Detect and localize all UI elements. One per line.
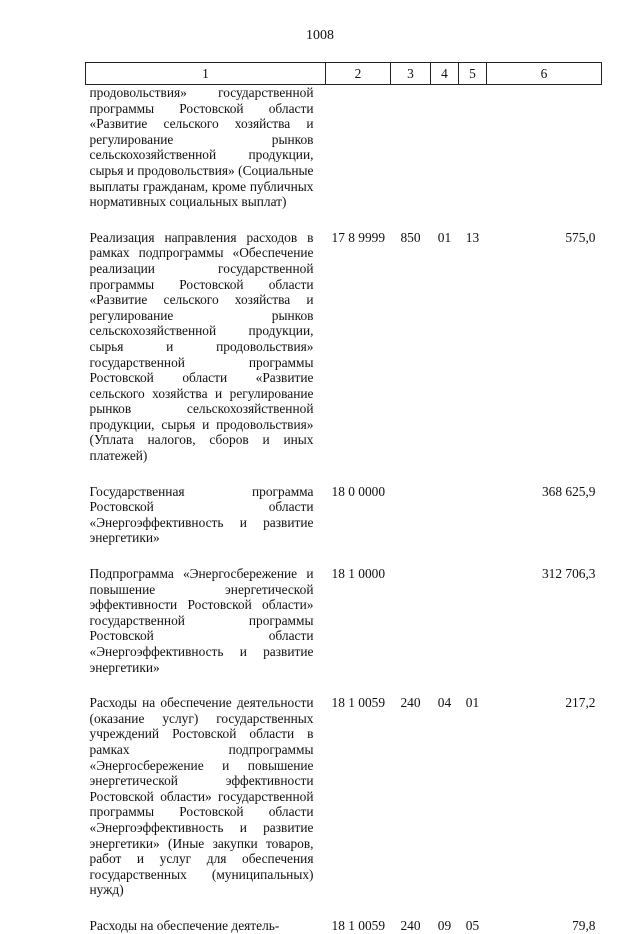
table-row	[86, 85, 602, 230]
row-name: Расходы на обеспечение деятель-	[89, 917, 280, 933]
row-rz: 09	[437, 917, 452, 933]
header-col-5: 5	[459, 63, 487, 85]
row-vr: 240	[400, 917, 421, 933]
row-name: Расходы на обеспечение деятельности (оказание услуг) государственных учреждений Ростовской области в рамках подпрограммы «Энергосбережение и повышение энергетической эффективности Ростовской области» государственной программы Ростовской области «Энергоэффективность и развитие энергетики» (Иные закупки товаров, работ и услуг для обеспечения государственных (муниципальных) нужд)	[89, 695, 314, 898]
row-code: 18 1 0059	[331, 917, 386, 933]
row-code	[326, 85, 391, 230]
header-col-3: 3	[391, 63, 431, 85]
page-number: 1008	[306, 28, 334, 43]
row-rz	[431, 85, 459, 230]
row-rz: 04	[437, 695, 452, 711]
header-col-6: 6	[487, 63, 602, 85]
row-rz: 01	[437, 229, 452, 245]
row-rz	[431, 566, 459, 695]
row-vr: 240	[400, 695, 421, 711]
table-row	[86, 566, 602, 695]
row-vr: 850	[400, 229, 421, 245]
row-code: 18 1 0000	[331, 566, 386, 582]
row-pr	[459, 566, 487, 695]
table-row	[86, 484, 602, 566]
row-sum: 312 706,3	[541, 566, 596, 582]
header-col-4: 4	[431, 63, 459, 85]
row-pr	[459, 484, 487, 566]
row-sum: 79,8	[572, 917, 596, 933]
row-sum: 368 625,9	[541, 483, 596, 499]
row-pr: 13	[465, 229, 480, 245]
header-col-2: 2	[326, 63, 391, 85]
row-rz	[431, 484, 459, 566]
row-name: Государственная программа Ростовской области «Энергоэффективность и развитие энергетики»	[89, 483, 314, 546]
row-vr	[391, 484, 431, 566]
row-name: Подпрограмма «Энергосбережение и повышение энергетической эффективности Ростовской области» государственной программы Ростовской области «Энергоэффективность и развитие энергетики»	[89, 566, 314, 675]
row-sum: 217,2	[565, 695, 596, 711]
header-col-1: 1	[86, 63, 326, 85]
row-pr	[459, 85, 487, 230]
table-header	[86, 63, 602, 85]
table-row	[86, 918, 602, 934]
table-row	[86, 695, 602, 918]
row-vr	[391, 566, 431, 695]
budget-table	[85, 62, 602, 934]
row-code: 17 8 9999	[331, 229, 386, 245]
row-pr: 05	[465, 917, 480, 933]
row-sum: 575,0	[565, 229, 596, 245]
row-code: 18 0 0000	[331, 483, 386, 499]
row-code: 18 1 0059	[331, 695, 386, 711]
row-pr: 01	[465, 695, 480, 711]
row-vr	[391, 85, 431, 230]
table-row	[86, 230, 602, 484]
row-name: Реализация направления расходов в рамках подпрограммы «Обеспечение реализации государственной программы Ростовской области «Развитие сельского хозяйства и регулирование рынков сельскохозяйственной продукции, сырья и продовольствия» государственной программы Ростовской области «Развитие сельского хозяйства и регулирование рынков сельскохозяйственной продукции, сырья и продовольствия» (Уплата налогов, сборов и иных платежей)	[89, 229, 314, 464]
row-name: продовольствия» государственной программы Ростовской области «Развитие сельского хозяйства и регулирование рынков сельскохозяйственной продукции, сырья и продовольствия» (Социальные выплаты гражданам, кроме публичных нормативных социальных выплат)	[89, 85, 314, 210]
row-sum	[487, 85, 602, 230]
